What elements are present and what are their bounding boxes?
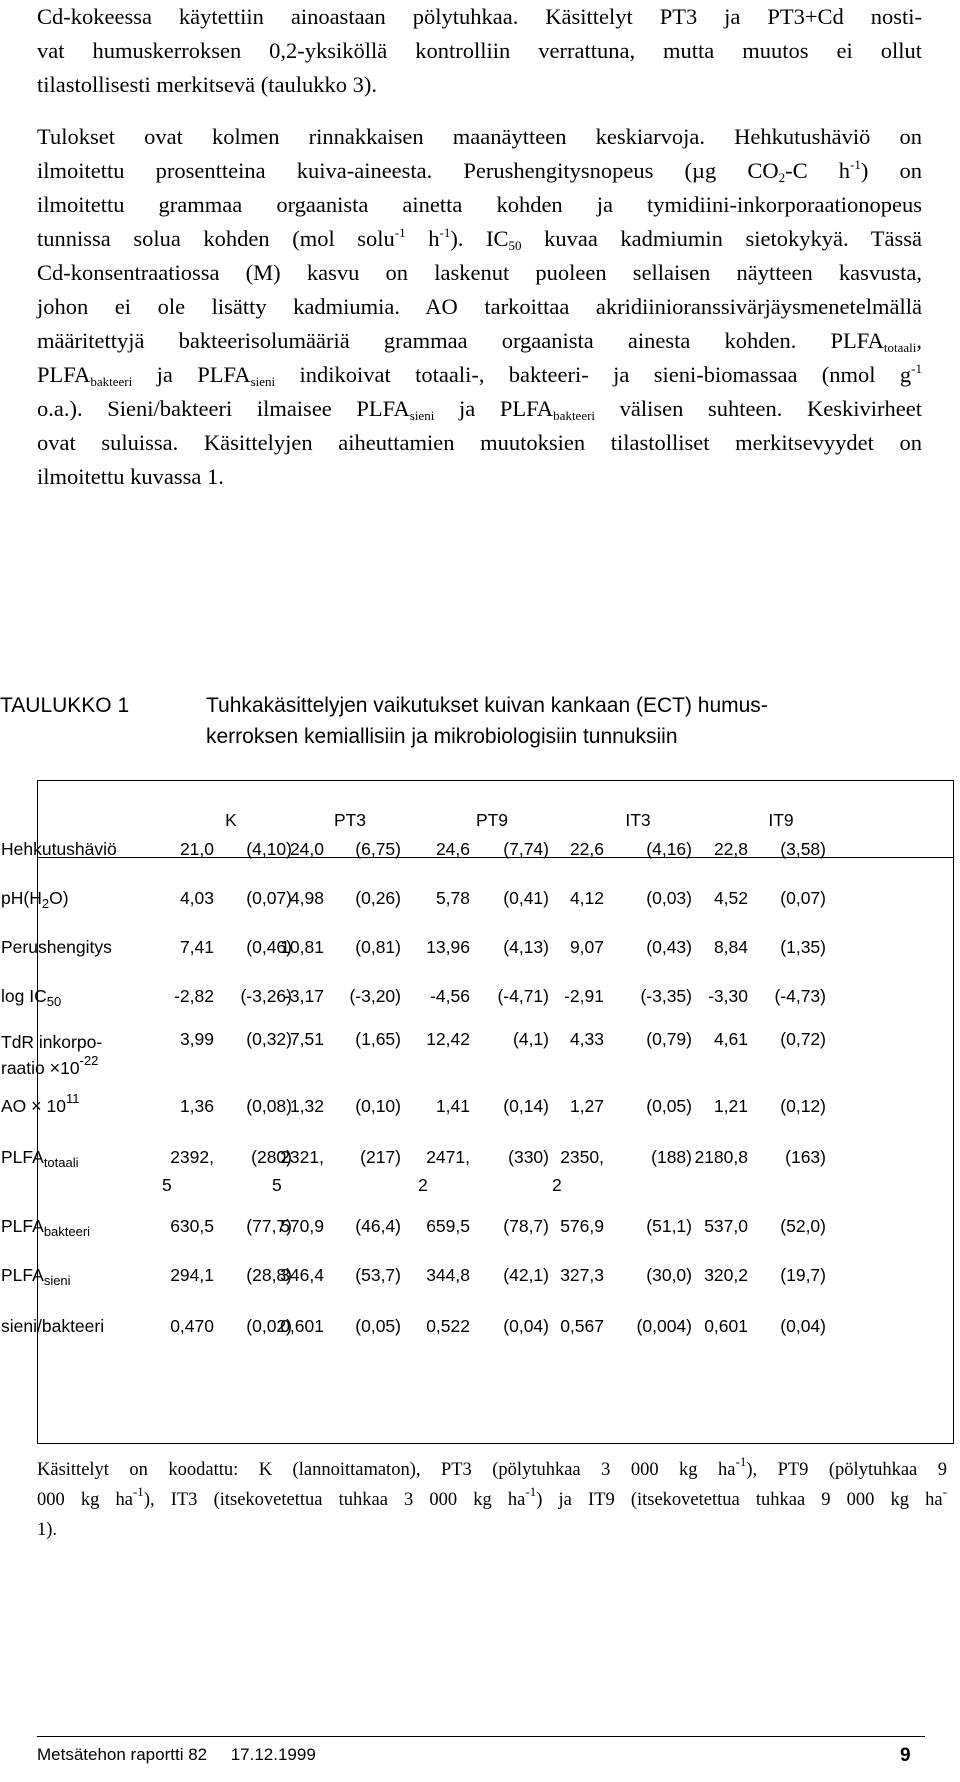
cell-value: 3,99: [179, 1029, 214, 1049]
cell-value: 2321,: [280, 1147, 324, 1167]
cell-error: (0,14): [503, 1096, 549, 1116]
cell-value: 8,84: [713, 937, 748, 957]
cell-value: 1,21: [713, 1096, 748, 1116]
cell-value-continued: 5: [162, 1175, 172, 1195]
cell-value-continued: 2: [418, 1175, 428, 1195]
cell-value: 327,3: [560, 1265, 604, 1285]
footer-rule: [37, 1736, 925, 1737]
exponent: 11: [66, 1091, 80, 1106]
cell-error: (330): [508, 1147, 549, 1167]
row-label: Hehkutushäviö: [1, 839, 117, 859]
cell-value: 9,07: [569, 937, 604, 957]
cell-value: 0,567: [560, 1316, 604, 1336]
cell-value: 2392,: [170, 1147, 214, 1167]
results-line-9: o.a.). Sieni/bakteeri ilmaisee $PLFA_{sieni}$ ja $PLFA_{bakteeri}$ välisen suhteen. Keskivirheet: [37, 396, 922, 423]
cell-error: (51,1): [646, 1216, 692, 1236]
column-header-it3: IT3: [625, 810, 651, 830]
column-header-pt9: PT9: [475, 810, 509, 830]
cell-error: (0,79): [646, 1029, 692, 1049]
cell-value: 630,5: [170, 1216, 214, 1236]
cell-value: 24,0: [289, 839, 324, 859]
cell-error: (-3,35): [640, 986, 692, 1006]
cell-value: 1,41: [435, 1096, 470, 1116]
cell-error: (28,8): [246, 1265, 292, 1285]
multiply-sign: ×: [49, 1058, 61, 1078]
footnote-line-2: 000 kg $ha^{-1}$), IT3 (itsekovetettua tuhkaa 3 000 kg $ha^{-1}$) ja IT9 (itsekovetettua tuhkaa 9 000 kg ha-: [37, 1484, 947, 1510]
cell-error: (0,12): [780, 1096, 826, 1116]
cell-value: 24,6: [435, 839, 470, 859]
subscript: 50: [46, 994, 62, 1009]
row-label: $PLFA_{sieni}$: [1, 1265, 71, 1288]
table-bottom-rule: [38, 1443, 953, 1444]
row-label: $PLFA_{bakteeri}$: [1, 1216, 91, 1239]
cell-error: (280): [251, 1147, 292, 1167]
cell-value-continued: 2: [552, 1175, 562, 1195]
cell-error: (1,65): [355, 1029, 401, 1049]
cell-error: (0,32): [246, 1029, 292, 1049]
cell-error: (1,35): [780, 937, 826, 957]
intro-line-1: Cd-kokeessa käytettiin ainoastaan pölytuhkaa. Käsittelyt PT3 ja PT3+Cd nosti-: [37, 4, 922, 29]
table-label: TAULUKKO 1: [0, 694, 130, 717]
cell-value: 2180,8: [694, 1147, 748, 1167]
cell-error: (0,81): [355, 937, 401, 957]
cell-value: 21,0: [179, 839, 214, 859]
row-label-line: raatio $\times 10^{-22}$: [1, 1053, 99, 1078]
page-number: 9: [900, 1745, 911, 1766]
exponent: -22: [79, 1053, 99, 1068]
cell-value: 22,8: [713, 839, 748, 859]
cell-error: (7,74): [503, 839, 549, 859]
cell-error: (0,43): [646, 937, 692, 957]
cell-value: 13,96: [426, 937, 470, 957]
row-label: Perushengitys: [1, 937, 112, 957]
cell-error: (3,58): [780, 839, 826, 859]
cell-error: (19,7): [780, 1265, 826, 1285]
cell-value: 4,98: [289, 888, 324, 908]
cell-value: 344,8: [426, 1265, 470, 1285]
results-line-2: ilmoitettu prosentteina kuiva-aineesta. Perushengitysnopeus (µg $CO_2-C$ $h^{-1}$) on: [37, 157, 922, 185]
cell-error: (0,03): [646, 888, 692, 908]
results-line-8: $PLFA_{bakteeri}$ ja $PLFA_{sieni}$ indikoivat totaali-, bakteeri- ja sieni-biomassaa (nmol $g^{-1}$: [37, 361, 923, 389]
cell-error: (53,7): [355, 1265, 401, 1285]
intro-line-3: tilastollisesti merkitsevä (taulukko 3).: [37, 72, 377, 97]
cell-error: (0,02): [246, 1316, 292, 1336]
cell-value: 346,4: [280, 1265, 324, 1285]
cell-error: (0,004): [636, 1316, 692, 1336]
cell-value: 4,33: [569, 1029, 604, 1049]
cell-error: (-4,73): [774, 986, 826, 1006]
cell-value: 0,470: [170, 1316, 214, 1336]
cell-error: (0,07): [246, 888, 292, 908]
table-caption: [206, 690, 926, 752]
results-line-11: ilmoitettu kuvassa 1.: [37, 464, 224, 489]
data-table: [1, 780, 954, 1444]
cell-value: 22,6: [569, 839, 604, 859]
subscript: totaali: [43, 1155, 79, 1170]
cell-value: 2471,: [426, 1147, 470, 1167]
cell-error: (30,0): [646, 1265, 692, 1285]
cell-value: 659,5: [426, 1216, 470, 1236]
results-line-6: johon ei ole lisätty kadmiumia. AO tarkoittaa akridiinioranssivärjäysmenetelmällä: [37, 294, 922, 319]
cell-value: 1,32: [289, 1096, 324, 1116]
cell-error: (-3,26): [240, 986, 292, 1006]
results-line-4: tunnissa solua kohden (mol solu$^{-1}$ $h^{-1}$). $IC_{50}$ kuvaa kadmiumin sietokykyä. Tässä: [37, 225, 923, 253]
cell-error: (42,1): [503, 1265, 549, 1285]
cell-value-continued: 5: [272, 1175, 282, 1195]
cell-value: 5,78: [435, 888, 470, 908]
cell-value: 2350,: [560, 1147, 604, 1167]
cell-error: (-4,71): [497, 986, 549, 1006]
cell-error: (0,26): [355, 888, 401, 908]
cell-value: 0,522: [426, 1316, 470, 1336]
row-label: $PLFA_{totaali}$: [1, 1147, 79, 1170]
cell-error: (0,05): [355, 1316, 401, 1336]
results-line-5: Cd-konsentraatiossa (M) kasvu on laskenut puoleen sellaisen näytteen kasvusta,: [37, 260, 922, 285]
cell-error: (0,46): [246, 937, 292, 957]
cell-value: 294,1: [170, 1265, 214, 1285]
cell-value: 576,9: [560, 1216, 604, 1236]
cell-value: 10,81: [280, 937, 324, 957]
cell-value: 4,52: [713, 888, 748, 908]
cell-value: 1,36: [179, 1096, 214, 1116]
column-header-it9: IT9: [768, 810, 794, 830]
table-caption-line-1: Tuhkakäsittelyjen vaikutukset kuivan kankaan (ECT) humus-: [206, 694, 768, 717]
row-label: sieni/bakteeri: [1, 1316, 105, 1336]
column-header-k: K: [225, 810, 237, 830]
cell-value: -3,30: [708, 986, 748, 1006]
results-line-10: ovat suluissa. Käsittelyjen aiheuttamien muutoksien tilastolliset merkitsevyydet on: [37, 430, 922, 455]
cell-error: (188): [651, 1147, 692, 1167]
cell-error: (0,07): [780, 888, 826, 908]
cell-value: 0,601: [704, 1316, 748, 1336]
row-label-line: TdR inkorpo-: [1, 1032, 103, 1052]
cell-error: (46,4): [355, 1216, 401, 1236]
cell-value: 1,27: [569, 1096, 604, 1116]
cell-value: 537,0: [704, 1216, 748, 1236]
results-line-7: määritettyjä bakteerisolumääriä grammaa orgaanista ainesta kohden. $PLFA_{totaali}$,: [37, 328, 922, 355]
footnote-line-1: Käsittelyt on koodattu: K (lannoittamaton), PT3 (pölytuhkaa 3 000 kg $ha^{-1}$), PT9 (pölytuhkaa 9: [37, 1454, 947, 1480]
cell-value: 320,2: [704, 1265, 748, 1285]
cell-value: -4,56: [430, 986, 470, 1006]
table-footnote: [37, 1455, 947, 1545]
subscript: 2: [41, 896, 50, 911]
cell-error: (163): [785, 1147, 826, 1167]
results-line-3: ilmoitettu grammaa orgaanista ainetta kohden ja tymidiini-inkorporaationopeus: [37, 192, 922, 217]
cell-error: (52,0): [780, 1216, 826, 1236]
results-line-1: Tulokset ovat kolmen rinnakkaisen maanäytteen keskiarvoja. Hehkutushäviö on: [37, 124, 922, 149]
footnote-line-3: 1).: [37, 1520, 58, 1540]
results-paragraph: [37, 120, 922, 494]
cell-error: (0,04): [780, 1316, 826, 1336]
cell-value: 4,12: [569, 888, 604, 908]
cell-error: (77,7): [246, 1216, 292, 1236]
cell-error: (4,1): [513, 1029, 549, 1049]
cell-value: 570,9: [280, 1216, 324, 1236]
row-label: $pH(H_2O)$: [1, 888, 69, 911]
cell-error: (0,04): [503, 1316, 549, 1336]
column-header-pt3: PT3: [333, 810, 367, 830]
row-label: AO × $10^{11}$: [1, 1091, 80, 1116]
cell-error: (0,41): [503, 888, 549, 908]
cell-value: -2,82: [174, 986, 214, 1006]
cell-value: 4,61: [713, 1029, 748, 1049]
cell-error: (4,10): [246, 839, 292, 859]
table-caption-line-2: kerroksen kemiallisiin ja mikrobiologisiin tunnuksiin: [206, 725, 678, 748]
cell-value: 0,601: [280, 1316, 324, 1336]
cell-value: 4,03: [179, 888, 214, 908]
cell-value: -3,17: [284, 986, 324, 1006]
cell-error: (6,75): [355, 839, 401, 859]
cell-error: (78,7): [503, 1216, 549, 1236]
cell-error: (0,08): [246, 1096, 292, 1116]
row-label: $\log IC_{50}$: [1, 986, 62, 1009]
intro-paragraph: [37, 0, 922, 102]
cell-value: -2,91: [564, 986, 604, 1006]
cell-value: 7,41: [179, 937, 214, 957]
cell-error: (0,10): [355, 1096, 401, 1116]
cell-error: (217): [360, 1147, 401, 1167]
cell-value: 7,51: [289, 1029, 324, 1049]
cell-error: (-3,20): [349, 986, 401, 1006]
cell-value: 12,42: [426, 1029, 470, 1049]
footer-report-info: Metsätehon raportti 82 17.12.1999: [37, 1745, 316, 1764]
cell-error: (4,16): [646, 839, 692, 859]
cell-error: (4,13): [503, 937, 549, 957]
row-label: [1, 1029, 102, 1081]
cell-error: (0,72): [780, 1029, 826, 1049]
subscript: sieni: [43, 1273, 71, 1288]
cell-error: (0,05): [646, 1096, 692, 1116]
multiply-sign: ×: [31, 1096, 42, 1116]
intro-line-2: vat humuskerroksen 0,2-yksiköllä kontrolliin verrattuna, mutta muutos ei ollut: [37, 38, 922, 63]
subscript: bakteeri: [43, 1224, 91, 1239]
